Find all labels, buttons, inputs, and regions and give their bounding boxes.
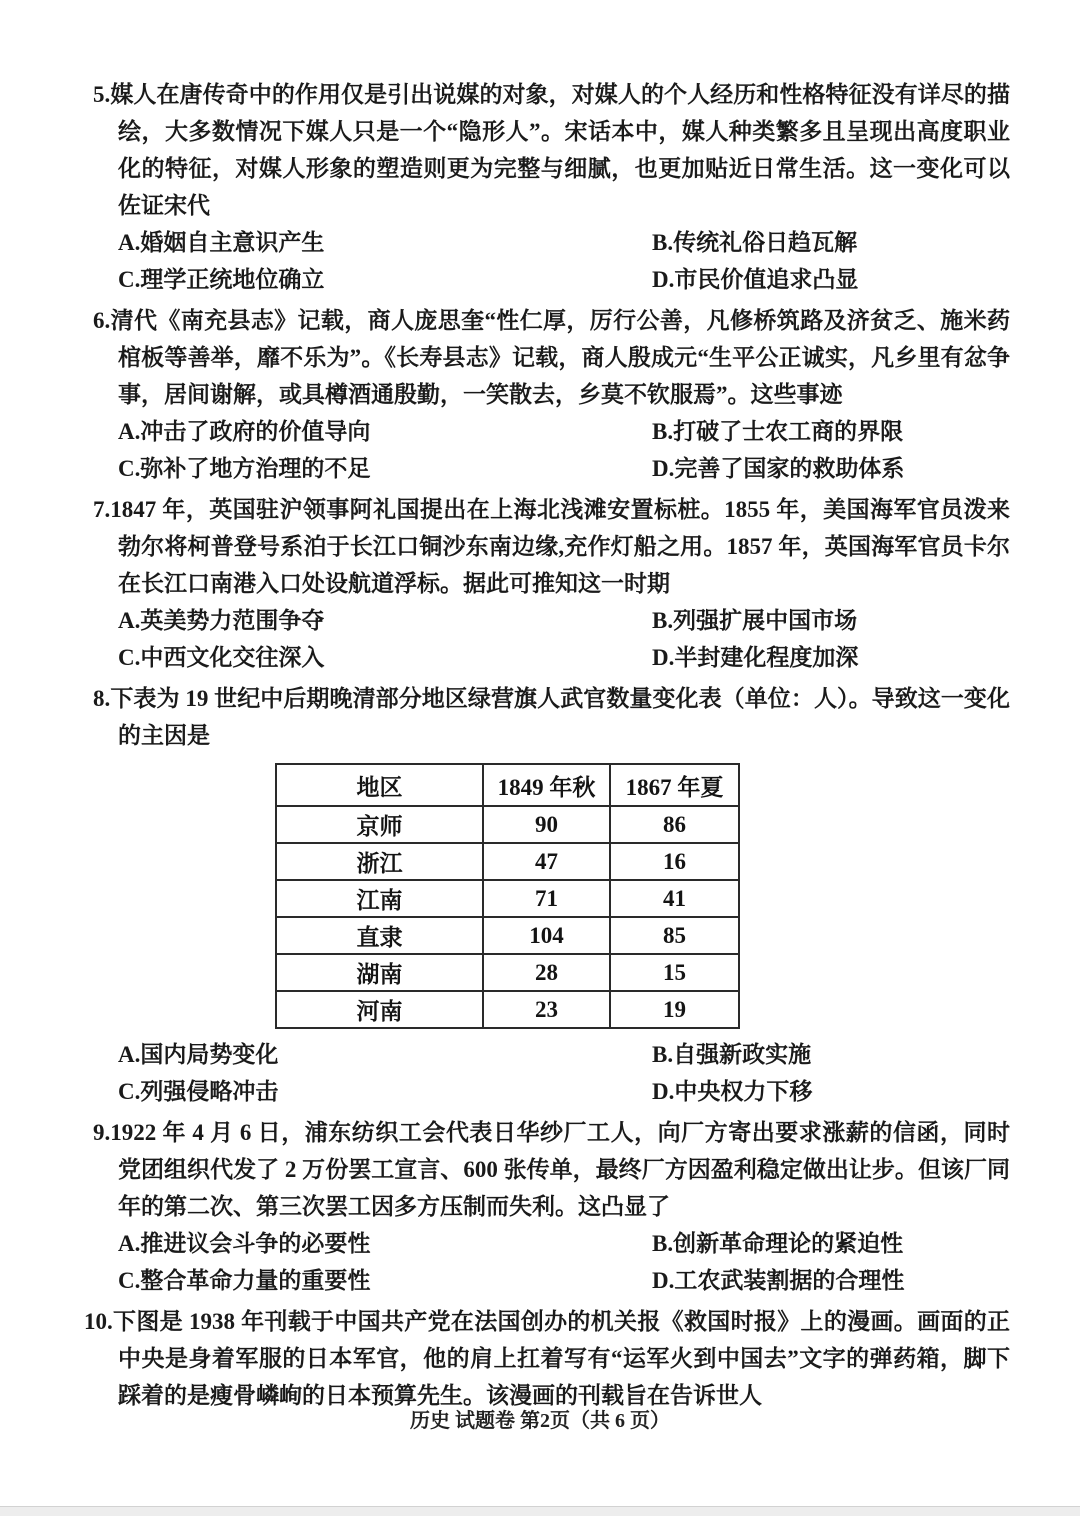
- option-text: 婚姻自主意识产生: [140, 230, 325, 255]
- table-header-region: 地区: [276, 764, 483, 806]
- option-text: 整合革命力量的重要性: [140, 1268, 371, 1293]
- question-6-option-a: [118, 413, 652, 450]
- question-6-number: 6.: [93, 308, 111, 333]
- question-7-stem-text: 1847 年，英国驻沪领事阿礼国提出在上海北浅滩安置标桩。1855 年，美国海军官员泼来勃尔将柯普登号系泊于长江口铜沙东南边缘,充作灯船之用。1857 年，英国海军官员卡尔在长江口南港入口处设航道浮标。据此可推知这一时期: [110, 497, 1010, 596]
- table-cell-1867: 86: [610, 806, 739, 843]
- question-10-stem: [84, 1303, 1010, 1414]
- question-5-option-a: [118, 224, 652, 261]
- question-8-stem: [93, 680, 1010, 754]
- question-8-option-b: [652, 1036, 1010, 1073]
- table-cell-1867: 85: [610, 917, 739, 954]
- option-label: D.: [652, 1268, 675, 1293]
- table-row: [276, 991, 739, 1028]
- question-8-stem-text: 下表为 19 世纪中后期晚清部分地区绿营旗人武官数量变化表（单位：人）。导致这一变化的主因是: [110, 686, 1010, 748]
- option-label: A.: [118, 1042, 141, 1067]
- scan-bottom-edge: [0, 1506, 1080, 1516]
- question-8-number: 8.: [93, 686, 111, 711]
- question-7-option-b: [652, 602, 1010, 639]
- option-text: 市民价值追求凸显: [674, 267, 859, 292]
- question-9-number: 9.: [93, 1120, 111, 1145]
- question-7-options: [118, 602, 1010, 676]
- option-label: C.: [118, 1268, 141, 1293]
- exam-page-body: [84, 76, 1010, 1418]
- green-standard-officers-table: [275, 763, 740, 1029]
- option-text: 传统礼俗日趋瓦解: [673, 230, 858, 255]
- table-cell-region: 河南: [276, 991, 483, 1028]
- question-7-option-a: [118, 602, 652, 639]
- question-6-stem: [93, 302, 1010, 413]
- option-text: 工农武装割据的合理性: [674, 1268, 905, 1293]
- option-text: 打破了士农工商的界限: [673, 419, 904, 444]
- option-text: 中央权力下移: [674, 1079, 813, 1104]
- option-label: A.: [118, 608, 141, 633]
- table-cell-region: 浙江: [276, 843, 483, 880]
- table-cell-1849: 104: [483, 917, 610, 954]
- question-5-option-c: [118, 261, 652, 298]
- option-label: D.: [652, 1079, 675, 1104]
- table-cell-region: 江南: [276, 880, 483, 917]
- option-label: D.: [652, 456, 675, 481]
- table-header-1867: 1867 年夏: [610, 764, 739, 806]
- question-5: [93, 76, 1010, 298]
- option-label: C.: [118, 267, 141, 292]
- option-label: B.: [652, 1231, 674, 1256]
- question-9-stem-text: 1922 年 4 月 6 日，浦东纺织工会代表日华纱厂工人，向厂方寄出要求涨薪的信函，同时党团组织代发了 2 万份罢工宣言、600 张传单，最终厂方因盈利稳定做出让步。但该厂同年的第二次、第三次罢工因多方压制而失利。这凸显了: [110, 1120, 1010, 1219]
- option-label: B.: [652, 419, 674, 444]
- option-label: D.: [652, 267, 675, 292]
- table-row: [276, 954, 739, 991]
- table-cell-region: 湖南: [276, 954, 483, 991]
- question-8-option-a: [118, 1036, 652, 1073]
- page-footer: [0, 1404, 1080, 1433]
- question-6-option-b: [652, 413, 1010, 450]
- table-header-1849: 1849 年秋: [483, 764, 610, 806]
- option-text: 完善了国家的救助体系: [674, 456, 905, 481]
- question-9-option-d: [652, 1262, 1010, 1299]
- question-7-option-d: [652, 639, 1010, 676]
- question-8-options: [118, 1036, 1010, 1110]
- table-cell-1849: 23: [483, 991, 610, 1028]
- table-cell-1867: 41: [610, 880, 739, 917]
- option-text: 弥补了地方治理的不足: [140, 456, 371, 481]
- question-8-option-c: [118, 1073, 652, 1110]
- option-label: D.: [652, 645, 675, 670]
- question-5-option-b: [652, 224, 1010, 261]
- table-cell-region: 京师: [276, 806, 483, 843]
- question-9-option-a: [118, 1225, 652, 1262]
- option-label: C.: [118, 1079, 141, 1104]
- table-cell-1867: 15: [610, 954, 739, 991]
- question-7: [93, 491, 1010, 676]
- question-9-option-c: [118, 1262, 652, 1299]
- table-cell-1867: 19: [610, 991, 739, 1028]
- table-cell-region: 直隶: [276, 917, 483, 954]
- option-label: B.: [652, 230, 674, 255]
- table-row: [276, 806, 739, 843]
- question-10-stem-text: 下图是 1938 年刊载于中国共产党在法国创办的机关报《救国时报》上的漫画。画面的正中央是身着军服的日本军官，他的肩上扛着写有“运军火到中国去”文字的弹药箱，脚下踩着的是瘦骨嶙峋的日本预算先生。该漫画的刊载旨在告诉世人: [112, 1309, 1010, 1408]
- question-6-option-c: [118, 450, 652, 487]
- question-10: [84, 1303, 1010, 1414]
- option-text: 列强扩展中国市场: [673, 608, 858, 633]
- question-6-option-d: [652, 450, 1010, 487]
- option-text: 冲击了政府的价值导向: [140, 419, 371, 444]
- page-number-text: 历史 试题卷 第2页（共 6 页）: [410, 1410, 670, 1432]
- option-text: 创新革命理论的紧迫性: [673, 1231, 904, 1256]
- table-row: [276, 843, 739, 880]
- option-label: C.: [118, 645, 141, 670]
- question-10-number: 10.: [84, 1309, 113, 1334]
- table-row: [276, 880, 739, 917]
- table-cell-1849: 71: [483, 880, 610, 917]
- question-9-option-b: [652, 1225, 1010, 1262]
- option-label: C.: [118, 456, 141, 481]
- option-text: 推进议会斗争的必要性: [140, 1231, 371, 1256]
- table-cell-1849: 28: [483, 954, 610, 991]
- option-label: B.: [652, 608, 674, 633]
- question-5-stem-text: 媒人在唐传奇中的作用仅是引出说媒的对象，对媒人的个人经历和性格特征没有详尽的描绘，大多数情况下媒人只是一个“隐形人”。宋话本中，媒人种类繁多且呈现出高度职业化的特征，对媒人形象的塑造则更为完整与细腻，也更加贴近日常生活。这一变化可以佐证宋代: [110, 82, 1010, 218]
- option-label: A.: [118, 419, 141, 444]
- question-5-stem: [93, 76, 1010, 224]
- question-8: [93, 680, 1010, 1110]
- option-text: 国内局势变化: [140, 1042, 279, 1067]
- question-9-options: [118, 1225, 1010, 1299]
- question-6: [93, 302, 1010, 487]
- option-text: 理学正统地位确立: [140, 267, 325, 292]
- table-row: [276, 917, 739, 954]
- option-text: 半封建化程度加深: [674, 645, 859, 670]
- question-6-options: [118, 413, 1010, 487]
- option-label: A.: [118, 1231, 141, 1256]
- option-text: 中西文化交往深入: [140, 645, 325, 670]
- table-cell-1849: 47: [483, 843, 610, 880]
- question-8-table-wrap: [275, 763, 1010, 1029]
- table-cell-1867: 16: [610, 843, 739, 880]
- option-label: A.: [118, 230, 141, 255]
- option-text: 列强侵略冲击: [140, 1079, 279, 1104]
- question-6-stem-text: 清代《南充县志》记载，商人庞思奎“性仁厚，厉行公善，凡修桥筑路及济贫乏、施米药棺板等善举，靡不乐为”。《长寿县志》记载，商人殷成元“生平公正诚实，凡乡里有忿争事，居间谢解，或具樽酒通殷勤，一笑散去，乡莫不钦服焉”。这些事迹: [110, 308, 1010, 407]
- question-7-stem: [93, 491, 1010, 602]
- question-7-option-c: [118, 639, 652, 676]
- question-5-options: [118, 224, 1010, 298]
- question-9: [93, 1114, 1010, 1299]
- option-label: B.: [652, 1042, 674, 1067]
- question-9-stem: [93, 1114, 1010, 1225]
- table-cell-1849: 90: [483, 806, 610, 843]
- question-5-option-d: [652, 261, 1010, 298]
- question-8-option-d: [652, 1073, 1010, 1110]
- question-5-number: 5.: [93, 82, 111, 107]
- option-text: 英美势力范围争夺: [140, 608, 325, 633]
- table-header-row: [276, 764, 739, 806]
- question-7-number: 7.: [93, 497, 111, 522]
- option-text: 自强新政实施: [673, 1042, 812, 1067]
